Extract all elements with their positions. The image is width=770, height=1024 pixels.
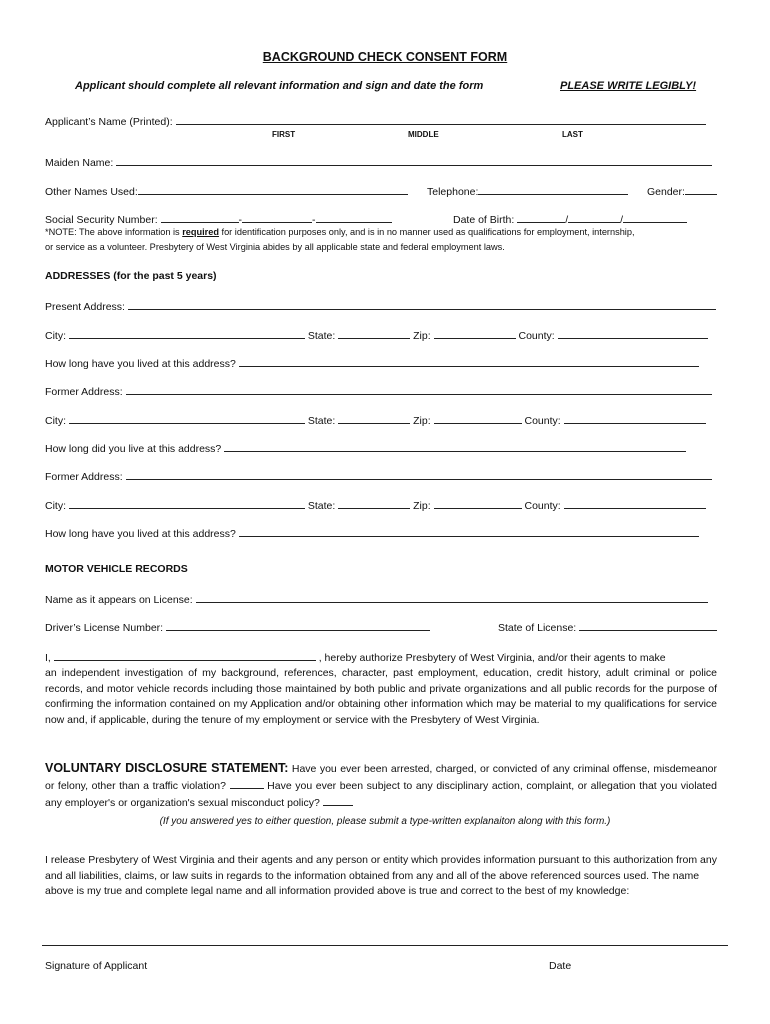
- county-field-1[interactable]: [558, 328, 708, 339]
- date-label: Date: [549, 960, 572, 972]
- id-note-line-2: or service as a volunteer. Presbytery of West Virginia abides by all applicable state and federal employment laws.: [45, 242, 505, 252]
- maiden-name-field[interactable]: [116, 155, 712, 166]
- city-label: City:: [45, 500, 66, 512]
- dob-month-field[interactable]: [517, 212, 565, 223]
- sub-middle-label: MIDDLE: [408, 130, 439, 139]
- zip-field-1[interactable]: [434, 328, 516, 339]
- ssn-dash-2: -: [312, 214, 316, 226]
- how-long-label-2: How long did you live at this address?: [45, 443, 222, 455]
- signature-label: Signature of Applicant: [45, 960, 148, 972]
- city-row-1: [45, 328, 708, 342]
- zip-field-3[interactable]: [434, 498, 522, 509]
- how-long-field-1[interactable]: [239, 356, 699, 367]
- license-state-row: [498, 620, 717, 634]
- city-label: City:: [45, 330, 66, 342]
- license-state-field[interactable]: [579, 620, 717, 631]
- ssn-part2-field[interactable]: [242, 212, 312, 223]
- license-number-field[interactable]: [166, 620, 430, 631]
- how-long-label-3: How long have you lived at this address?: [45, 528, 236, 540]
- applicant-name-row: [45, 114, 706, 128]
- ssn-part3-field[interactable]: [316, 212, 392, 223]
- how-long-row-2: [45, 441, 686, 455]
- county-label: County:: [524, 415, 561, 427]
- id-note-text-a: *NOTE: The above information is: [45, 227, 183, 237]
- former-address-field-1[interactable]: [126, 384, 712, 395]
- how-long-row-3: [45, 526, 699, 540]
- present-address-row: [45, 299, 716, 313]
- former-address-row-1: [45, 384, 712, 398]
- county-field-2[interactable]: [564, 413, 706, 424]
- ssn-row: [45, 212, 392, 226]
- voluntary-heading: VOLUNTARY DISCLOSURE STATEMENT:: [45, 761, 289, 775]
- license-name-label: Name as it appears on License:: [45, 594, 193, 606]
- state-label: State:: [307, 415, 336, 427]
- zip-field-2[interactable]: [434, 413, 522, 424]
- telephone-label: Telephone:: [427, 186, 479, 198]
- gender-row: [647, 184, 717, 198]
- present-address-label: Present Address:: [45, 301, 125, 313]
- applicant-name-label: Applicant’s Name (Printed):: [45, 116, 173, 128]
- signature-line[interactable]: [42, 945, 728, 946]
- county-label: County:: [518, 330, 555, 342]
- telephone-field[interactable]: [478, 184, 628, 195]
- dob-label: Date of Birth:: [453, 214, 515, 226]
- motor-heading: MOTOR VEHICLE RECORDS: [45, 563, 188, 575]
- authorization-name-field[interactable]: [54, 650, 316, 661]
- dob-year-field[interactable]: [623, 212, 687, 223]
- license-number-row: [45, 620, 430, 634]
- authorization-first-line: [45, 650, 666, 664]
- county-label: County:: [524, 500, 561, 512]
- city-row-3: [45, 498, 706, 512]
- state-field-1[interactable]: [338, 328, 410, 339]
- release-statement: I release Presbytery of West Virginia and their agents and any person or entity which provides information pursuant to this authorization from any and all liabilities, claims, or law suits in regards to the information obtained from any and all of the above referenced sources used. The name above is my true and complete legal name and all information provided above is true and correct to the best of my knowledge:: [45, 854, 717, 897]
- form-instruction: Applicant should complete all relevant information and sign and date the form: [75, 80, 484, 92]
- how-long-field-2[interactable]: [224, 441, 686, 452]
- other-names-field[interactable]: [138, 184, 408, 195]
- authorization-i-label: I,: [45, 652, 51, 664]
- telephone-row: [427, 184, 628, 198]
- former-address-label-2: Former Address:: [45, 471, 123, 483]
- dob-slash-1: /: [565, 214, 569, 226]
- id-note-required: required: [182, 227, 219, 237]
- state-label: State:: [307, 500, 336, 512]
- maiden-name-label: Maiden Name:: [45, 157, 114, 169]
- ssn-label: Social Security Number:: [45, 214, 158, 226]
- addresses-heading: ADDRESSES (for the past 5 years): [45, 270, 217, 282]
- county-field-3[interactable]: [564, 498, 706, 509]
- id-note-text-b: for identification purposes only, and is in no manner used as qualifications for employment, internship,: [218, 227, 635, 237]
- zip-label: Zip:: [413, 500, 431, 512]
- applicant-name-field[interactable]: [176, 114, 706, 125]
- city-field-2[interactable]: [69, 413, 305, 424]
- legibly-note: PLEASE WRITE LEGIBLY!: [560, 80, 697, 92]
- former-address-field-2[interactable]: [126, 469, 712, 480]
- sub-last-label: LAST: [562, 130, 583, 139]
- authorization-first-line-text: , hereby authorize Presbytery of West Virginia, and/or their agents to make: [318, 652, 666, 664]
- city-label: City:: [45, 415, 66, 427]
- maiden-name-row: [45, 155, 712, 169]
- state-field-3[interactable]: [338, 498, 410, 509]
- present-address-field[interactable]: [128, 299, 716, 310]
- voluntary-disclosure: [45, 760, 717, 812]
- how-long-label-1: How long have you lived at this address?: [45, 358, 236, 370]
- city-field-1[interactable]: [69, 328, 305, 339]
- license-state-label: State of License:: [498, 622, 577, 634]
- voluntary-q2: Have you ever been subject to any disciplinary action, complaint, or allegation that you violated any employer's or organization's sexual misconduct policy?: [45, 780, 717, 809]
- former-address-row-2: [45, 469, 712, 483]
- ssn-dash-1: -: [238, 214, 243, 226]
- gender-label: Gender:: [647, 186, 685, 198]
- license-name-field[interactable]: [196, 592, 708, 603]
- dob-row: [453, 212, 687, 226]
- authorization-body: an independent investigation of my background, references, character, past employment, education, credit history, adult criminal or police records, and motor vehicle records including those maintained by both public and private organizations and all public records for the purpose of confirming the information contained on my Application and/or obtaining other information which may be material to my qualifications for service now and, if applicable, during the tenure of my employment or service with the Presbytery of West Virginia.: [45, 667, 717, 726]
- zip-label: Zip:: [413, 330, 431, 342]
- dob-day-field[interactable]: [568, 212, 620, 223]
- ssn-part1-field[interactable]: [161, 212, 239, 223]
- dob-slash-2: /: [620, 214, 624, 226]
- former-address-label-1: Former Address:: [45, 386, 123, 398]
- state-label: State:: [307, 330, 336, 342]
- voluntary-note: (If you answered yes to either question, please submit a type-written explanaiton along with this form.): [159, 816, 611, 827]
- license-name-row: [45, 592, 708, 606]
- voluntary-q2-answer[interactable]: [323, 795, 353, 806]
- form-title: BACKGROUND CHECK CONSENT FORM: [262, 50, 508, 64]
- gender-field[interactable]: [685, 184, 717, 195]
- how-long-field-3[interactable]: [239, 526, 699, 537]
- state-field-2[interactable]: [338, 413, 410, 424]
- other-names-row: [45, 184, 408, 198]
- voluntary-q1-answer[interactable]: [230, 778, 264, 789]
- license-number-label: Driver’s License Number:: [45, 622, 164, 634]
- zip-label: Zip:: [413, 415, 431, 427]
- other-names-label: Other Names Used:: [45, 186, 138, 198]
- id-note-line-1: [45, 227, 635, 237]
- city-field-3[interactable]: [69, 498, 305, 509]
- sub-first-label: FIRST: [272, 130, 296, 139]
- how-long-row-1: [45, 356, 699, 370]
- city-row-2: [45, 413, 706, 427]
- voluntary-q1: Have you ever been arrested, charged, or convicted of any criminal offense, misdemeanor or felony, other than a traffic violation?: [45, 763, 717, 792]
